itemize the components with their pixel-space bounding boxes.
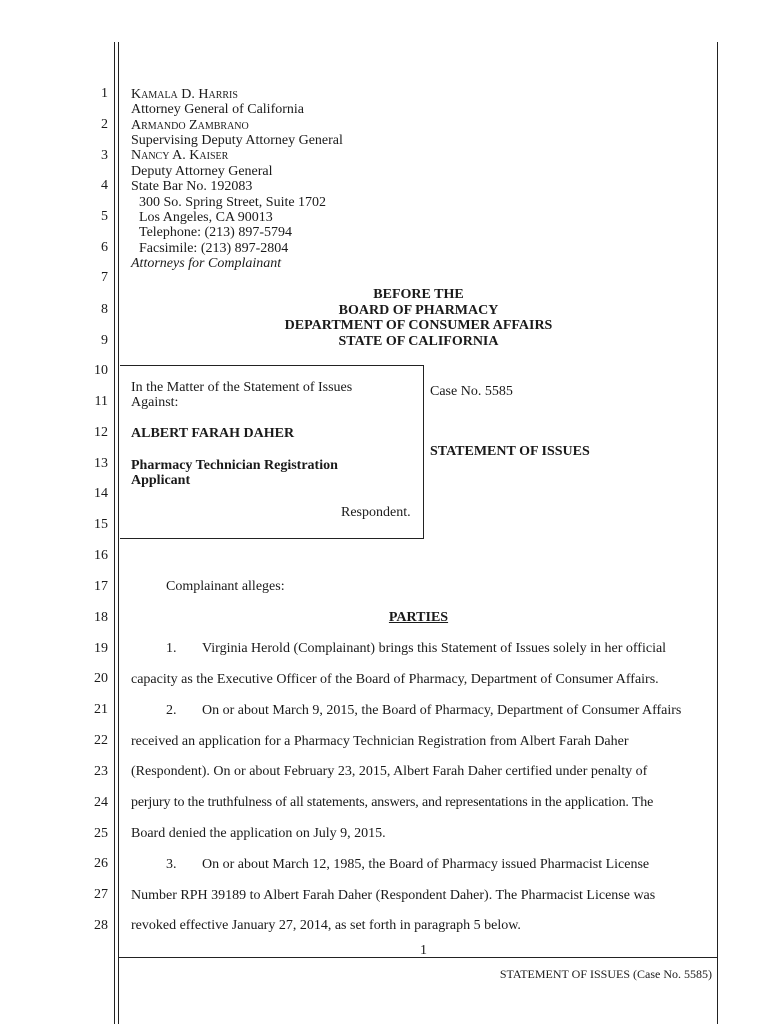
line-number: 19	[94, 641, 108, 656]
address-line: Los Angeles, CA 90013	[139, 210, 273, 225]
document-title: STATEMENT OF ISSUES	[430, 444, 590, 459]
line-number: 5	[101, 209, 108, 224]
line-number: 16	[94, 548, 108, 563]
paragraph-number: 1.	[166, 641, 177, 656]
section-heading: PARTIES	[388, 610, 449, 625]
paragraph-text: On or about March 12, 1985, the Board of Pharmacy issued Pharmacist License	[202, 857, 650, 872]
applicant-line: Pharmacy Technician Registration	[131, 458, 338, 473]
tribunal-line: BOARD OF PHARMACY	[338, 303, 499, 318]
line-number: 22	[94, 733, 108, 748]
line-number: 10	[94, 363, 108, 378]
line-number: 6	[101, 240, 108, 255]
line-number: 25	[94, 826, 108, 841]
footer-document-id: STATEMENT OF ISSUES (Case No. 5585)	[499, 967, 712, 981]
alleges-line: Complainant alleges:	[166, 579, 285, 594]
applicant-line: Applicant	[131, 473, 191, 488]
line-number: 12	[94, 425, 108, 440]
line-number: 7	[101, 270, 108, 285]
paragraph-text: Number RPH 39189 to Albert Farah Daher (Respondent Daher). The Pharmacist License was	[131, 888, 656, 903]
line-number: 11	[94, 394, 108, 409]
line-number: 21	[94, 702, 108, 717]
pleading-rule-left-inner	[118, 42, 119, 1024]
line-number: 2	[101, 117, 108, 132]
attorney-name: Kamala D. Harris	[131, 87, 238, 102]
attorney-name: Armando Zambrano	[131, 118, 249, 133]
paragraph-text: Virginia Herold (Complainant) brings this Statement of Issues solely in her official	[202, 641, 667, 656]
line-number: 3	[101, 148, 108, 163]
case-number: Case No. 5585	[430, 384, 513, 399]
paragraph-number: 3.	[166, 857, 177, 872]
telephone: Telephone: (213) 897-5794	[139, 225, 292, 240]
line-number: 14	[94, 486, 108, 501]
line-number: 9	[101, 333, 108, 348]
tribunal-line: BEFORE THE	[373, 287, 464, 302]
attorney-name: Nancy A. Kaiser	[131, 148, 229, 163]
paragraph-text: perjury to the truthfulness of all statements, answers, and representations in the application. The	[131, 795, 654, 810]
pleading-rule-left-outer	[114, 42, 115, 1024]
line-number: 27	[94, 887, 108, 902]
line-number: 26	[94, 856, 108, 871]
line-number: 28	[94, 918, 108, 933]
attorney-title: Supervising Deputy Attorney General	[131, 133, 343, 148]
line-number: 15	[94, 517, 108, 532]
line-number: 18	[94, 610, 108, 625]
footer-rule	[118, 957, 717, 958]
tribunal-line: DEPARTMENT OF CONSUMER AFFAIRS	[284, 318, 553, 333]
line-number: 20	[94, 671, 108, 686]
line-number: 1	[101, 86, 108, 101]
facsimile: Facsimile: (213) 897-2804	[139, 241, 289, 256]
tribunal-line: STATE OF CALIFORNIA	[338, 334, 499, 349]
line-number: 8	[101, 302, 108, 317]
respondent-name: ALBERT FARAH DAHER	[131, 426, 295, 441]
paragraph-text: Board denied the application on July 9, 2015.	[131, 826, 386, 841]
line-number: 13	[94, 456, 108, 471]
attorney-role: Attorneys for Complainant	[131, 256, 282, 271]
line-number: 23	[94, 764, 108, 779]
attorney-title: Attorney General of California	[131, 102, 304, 117]
pleading-rule-right	[717, 42, 718, 1024]
page-number: 1	[420, 943, 427, 958]
attorney-title: Deputy Attorney General	[131, 164, 273, 179]
respondent-label: Respondent.	[341, 505, 411, 520]
paragraph-text: (Respondent). On or about February 23, 2015, Albert Farah Daher certified under penalty of	[131, 764, 648, 779]
line-number: 17	[94, 579, 108, 594]
line-number: 4	[101, 178, 108, 193]
matter-line: Against:	[131, 395, 179, 410]
address-line: 300 So. Spring Street, Suite 1702	[139, 195, 327, 210]
paragraph-number: 2.	[166, 703, 177, 718]
line-number: 24	[94, 795, 108, 810]
paragraph-text: revoked effective January 27, 2014, as set forth in paragraph 5 below.	[131, 918, 521, 933]
state-bar-number: State Bar No. 192083	[131, 179, 253, 194]
matter-line: In the Matter of the Statement of Issues	[131, 380, 353, 395]
paragraph-text: capacity as the Executive Officer of the Board of Pharmacy, Department of Consumer Affairs.	[131, 672, 659, 687]
paragraph-text: On or about March 9, 2015, the Board of Pharmacy, Department of Consumer Affairs	[202, 703, 682, 718]
paragraph-text: received an application for a Pharmacy Technician Registration from Albert Farah Daher	[131, 734, 629, 749]
